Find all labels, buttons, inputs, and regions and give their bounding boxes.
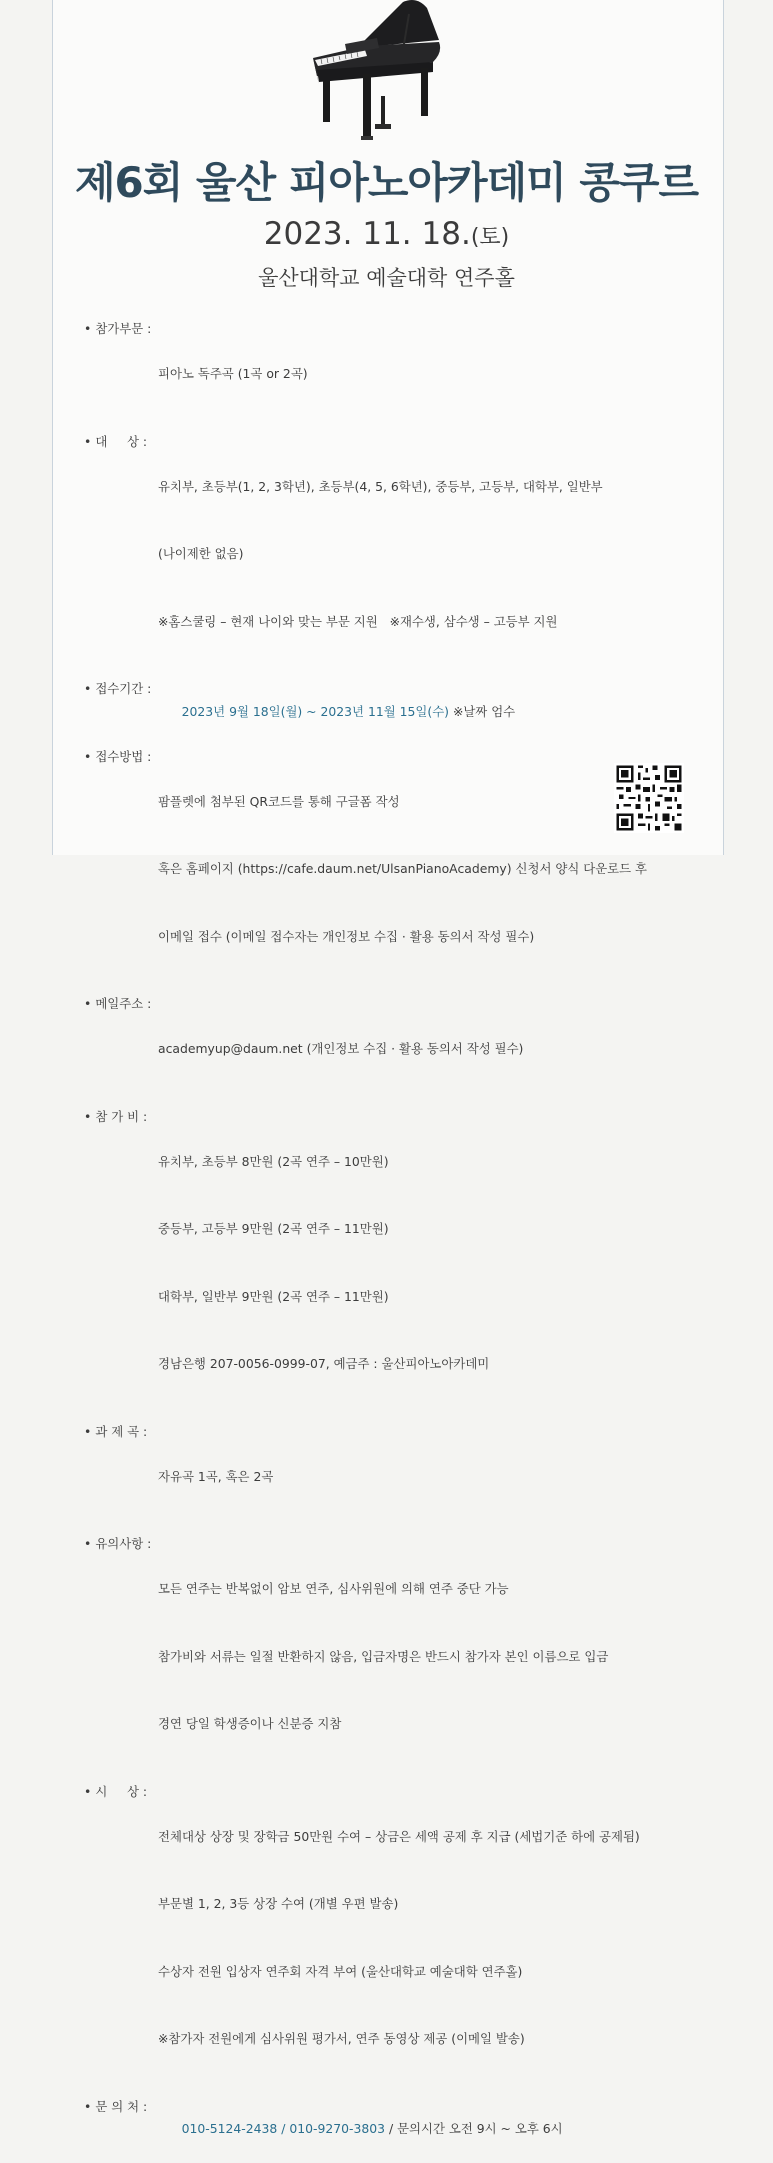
info-line: 경연 당일 학생증이나 신분증 지참 <box>158 1713 704 1736</box>
event-date <box>0 216 773 252</box>
info-value <box>158 2096 704 2163</box>
info-line: (나이제한 없음) <box>158 543 704 566</box>
qr-code-icon[interactable] <box>614 763 684 833</box>
info-line: 팜플렛에 첨부된 QR코드를 통해 구글폼 작성 <box>158 791 704 814</box>
info-line: 전체대상 상장 및 장학금 50만원 수여 – 상금은 세액 공제 후 지급 (세법기준 하에 공제됨) <box>158 1826 704 1849</box>
info-line: 경남은행 207-0056-0999-07, 예금주 : 울산피아노아카데미 <box>158 1353 704 1376</box>
event-date-main: 2023. 11. 18. <box>264 216 471 252</box>
info-line: 피아노 독주곡 (1곡 or 2곡) <box>158 363 704 386</box>
info-line: 참가비와 서류는 일절 반환하지 않음, 입금자명은 반드시 참가자 본인 이름으로 입금 <box>158 1646 704 1669</box>
info-row-method <box>84 746 704 994</box>
info-label: • 대 상 : <box>84 431 158 679</box>
info-row-email <box>84 993 704 1106</box>
event-venue: 울산대학교 예술대학 연주홀 <box>0 262 773 292</box>
info-label: • 접수방법 : <box>84 746 158 994</box>
info-label: • 접수기간 : <box>84 678 158 746</box>
info-line: ※홈스쿨링 – 현재 나이와 맞는 부문 지원 ※재수생, 삼수생 – 고등부 지원 <box>158 611 704 634</box>
contact-hours: / 문의시간 오전 9시 ~ 오후 6시 <box>385 2121 563 2136</box>
info-row-category <box>84 318 704 431</box>
info-line: 혹은 홈페이지 (https://cafe.daum.net/UlsanPianoAcademy) 신청서 양식 다운로드 후 <box>158 858 704 881</box>
event-title: 제6회 울산 피아노아카데미 콩쿠르 <box>0 150 773 210</box>
info-value <box>158 993 704 1106</box>
info-line: 수상자 전원 입상자 연주회 자격 부여 (울산대학교 예술대학 연주홀) <box>158 1961 704 1984</box>
registration-period: 2023년 9월 18일(월) ~ 2023년 11월 15일(수) <box>182 704 449 719</box>
info-line: 자유곡 1곡, 혹은 2곡 <box>158 1466 704 1489</box>
info-label: • 참가부문 : <box>84 318 158 431</box>
info-value <box>158 678 704 746</box>
info-row-contact <box>84 2096 704 2163</box>
info-row-repertoire <box>84 1421 704 1534</box>
info-line: 유치부, 초등부(1, 2, 3학년), 초등부(4, 5, 6학년), 중등부, 고등부, 대학부, 일반부 <box>158 476 704 499</box>
contact-phones: 010-5124-2438 / 010-9270-3803 <box>182 2121 385 2136</box>
info-label: • 문 의 처 : <box>84 2096 158 2163</box>
info-value <box>158 1781 704 2096</box>
info-value <box>158 1533 704 1781</box>
info-label: • 메일주소 : <box>84 993 158 1106</box>
info-line: 대학부, 일반부 9만원 (2곡 연주 – 11만원) <box>158 1286 704 1309</box>
grand-piano-illustration <box>305 0 445 145</box>
info-value <box>158 318 704 431</box>
info-label: • 과 제 곡 : <box>84 1421 158 1534</box>
info-row-awards <box>84 1781 704 2096</box>
info-line: 모든 연주는 반복없이 암보 연주, 심사위원에 의해 연주 중단 가능 <box>158 1578 704 1601</box>
info-line: 부문별 1, 2, 3등 상장 수여 (개별 우편 발송) <box>158 1893 704 1916</box>
event-date-day: (토) <box>471 225 509 250</box>
period-note: ※날짜 엄수 <box>449 704 515 719</box>
info-row-fee <box>84 1106 704 1421</box>
info-value <box>158 1106 704 1421</box>
info-row-eligibility <box>84 431 704 679</box>
info-label: • 시 상 : <box>84 1781 158 2096</box>
info-line: 중등부, 고등부 9만원 (2곡 연주 – 11만원) <box>158 1218 704 1241</box>
info-label: • 참 가 비 : <box>84 1106 158 1421</box>
info-line: academyup@daum.net (개인정보 수집 · 활용 동의서 작성 필수) <box>158 1038 704 1061</box>
info-label: • 유의사항 : <box>84 1533 158 1781</box>
info-line: 이메일 접수 (이메일 접수자는 개인정보 수집 · 활용 동의서 작성 필수) <box>158 926 704 949</box>
info-row-period <box>84 678 704 746</box>
info-line: ※참가자 전원에게 심사위원 평가서, 연주 동영상 제공 (이메일 발송) <box>158 2028 704 2051</box>
info-row-notes <box>84 1533 704 1781</box>
info-value <box>158 1421 704 1534</box>
info-line: 유치부, 초등부 8만원 (2곡 연주 – 10만원) <box>158 1151 704 1174</box>
info-list <box>84 318 704 2163</box>
info-value <box>158 431 704 679</box>
